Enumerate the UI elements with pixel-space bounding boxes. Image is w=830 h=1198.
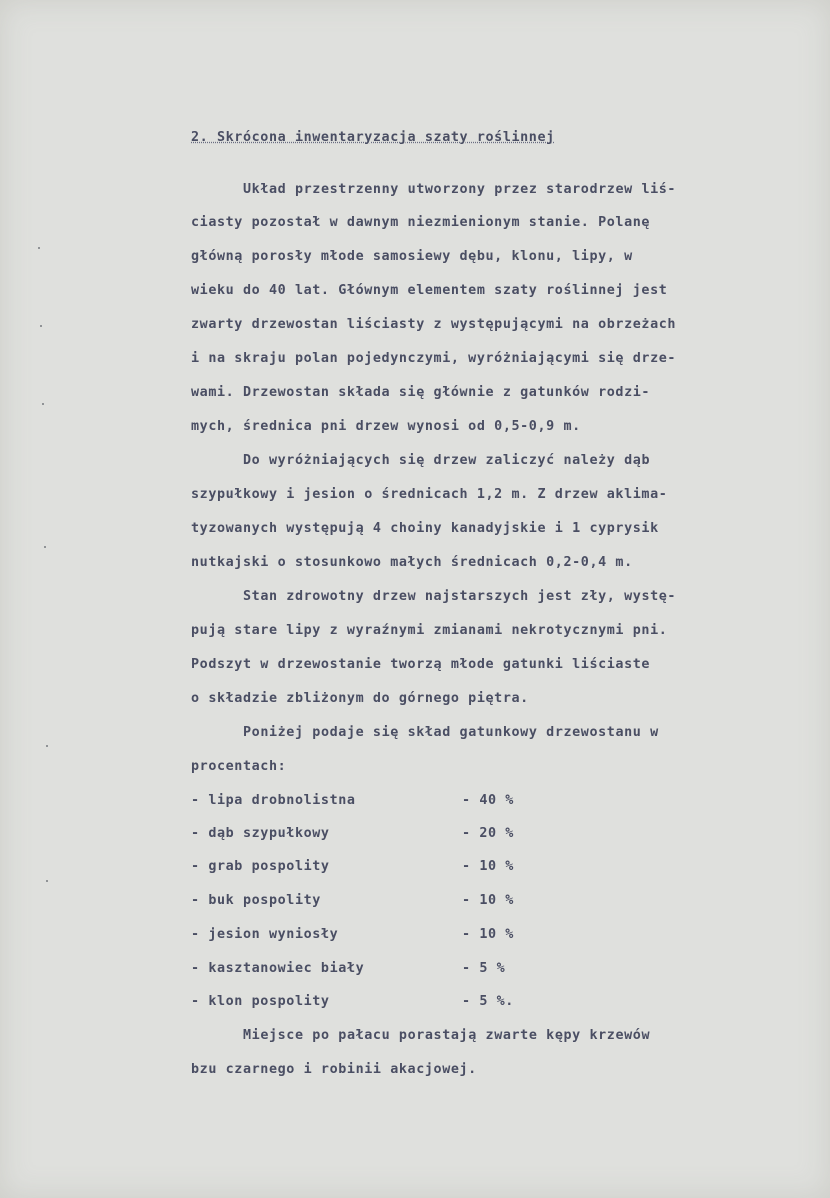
species-percent: - 40 % xyxy=(462,793,514,808)
paragraph-line: pują stare lipy z wyraźnymi zmianami nekrotycznymi pni. xyxy=(191,623,668,638)
species-name: - klon pospolity xyxy=(191,994,330,1009)
margin-mark xyxy=(42,403,44,405)
paragraph-line: tyzowanych występują 4 choiny kanadyjskie i 1 cyprysik xyxy=(191,521,659,536)
species-name: - buk pospolity xyxy=(191,893,321,908)
paragraph-line: procentach: xyxy=(191,759,287,774)
paragraph-line: wieku do 40 lat. Głównym elementem szaty roślinnej jest xyxy=(191,283,668,298)
paragraph-line: o składzie zbliżonym do górnego piętra. xyxy=(191,691,529,706)
paragraph-line: Podszyt w drzewostanie tworzą młode gatunki liściaste xyxy=(191,657,651,672)
paragraph-line: mych, średnica pni drzew wynosi od 0,5-0,9 m. xyxy=(191,419,581,434)
species-percent: - 20 % xyxy=(462,826,514,841)
paragraph-line: zwarty drzewostan liściasty z występującymi na obrzeżach xyxy=(191,317,677,332)
section-heading: 2. Skrócona inwentaryzacja szaty roślinnej xyxy=(191,130,555,145)
margin-mark xyxy=(40,325,42,327)
paragraph-line: nutkajski o stosunkowo małych średnicach 0,2-0,4 m. xyxy=(191,555,633,570)
margin-mark xyxy=(38,247,40,249)
margin-mark xyxy=(44,546,46,548)
margin-mark xyxy=(46,745,48,747)
species-percent: - 10 % xyxy=(462,927,514,942)
species-percent: - 5 % xyxy=(462,961,506,976)
paragraph-line: Stan zdrowotny drzew najstarszych jest zły, wystę- xyxy=(243,589,677,604)
paragraph-line: szypułkowy i jesion o średnicach 1,2 m. Z drzew aklima- xyxy=(191,487,668,502)
margin-mark xyxy=(46,880,48,882)
paragraph-line: bzu czarnego i robinii akacjowej. xyxy=(191,1062,477,1077)
species-name: - lipa drobnolistna xyxy=(191,793,356,808)
paragraph-line: i na skraju polan pojedynczymi, wyróżniającymi się drze- xyxy=(191,351,677,366)
species-name: - grab pospolity xyxy=(191,859,330,874)
paragraph-line: Miejsce po pałacu porastają zwarte kępy krzewów xyxy=(243,1028,651,1043)
paragraph-line: wami. Drzewostan składa się głównie z gatunków rodzi- xyxy=(191,385,651,400)
paragraph-line: Do wyróżniających się drzew zaliczyć należy dąb xyxy=(243,453,651,468)
species-percent: - 10 % xyxy=(462,859,514,874)
paragraph-line: główną porosły młode samosiewy dębu, klonu, lipy, w xyxy=(191,249,633,264)
species-name: - kasztanowiec biały xyxy=(191,961,365,976)
species-percent: - 5 %. xyxy=(462,994,514,1009)
paragraph-line: ciasty pozostał w dawnym niezmienionym stanie. Polanę xyxy=(191,215,651,230)
paragraph-line: Poniżej podaje się skład gatunkowy drzewostanu w xyxy=(243,725,659,740)
species-percent: - 10 % xyxy=(462,893,514,908)
paragraph-line: Układ przestrzenny utworzony przez starodrzew liś- xyxy=(243,182,677,197)
species-name: - dąb szypułkowy xyxy=(191,826,330,841)
species-name: - jesion wyniosły xyxy=(191,927,339,942)
